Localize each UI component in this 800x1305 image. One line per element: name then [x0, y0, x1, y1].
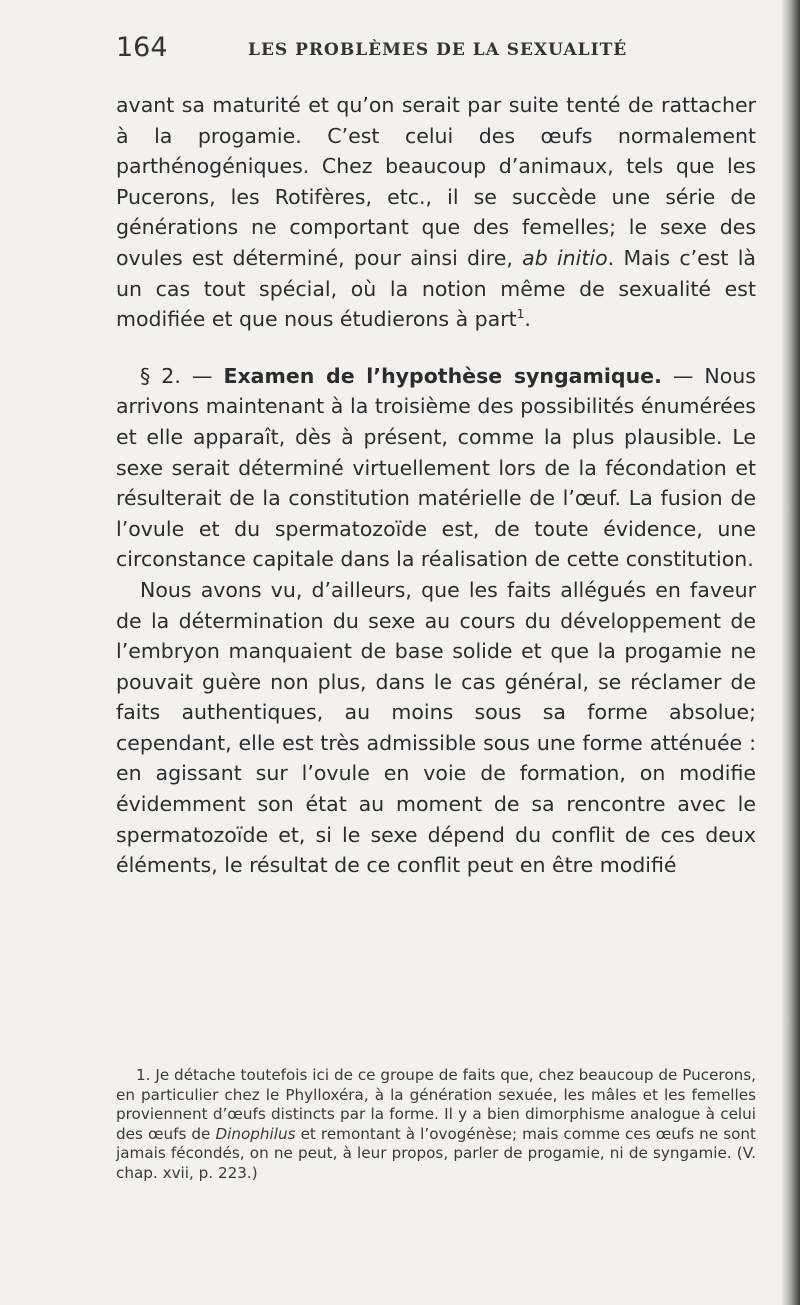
section-number: § 2. — [140, 363, 213, 388]
section-paragraph: § 2. — Examen de l’hypothèse syngamique. — Nous arrivons maintenant à la troisième des possibilités énumérées et elle apparaît, dès à présent, comme la plus plausible. Le sexe serait déterminé virtuellement lors de la fécondation et résulterait de la constitution matérielle de l’œuf. La fusion de l’ovule et du spermatozoïde est, de toute évidence, une circonstance capitale dans la réalisation de cette constitution. [116, 363, 756, 572]
paragraph-3: Nous avons vu, d’ailleurs, que les faits allégués en faveur de la détermination du sexe au cours du développement de l’embryon manquaient de base solide et que la progamie ne pouvait guère non plus, dans le cas général, se réclamer de faits authentiques, au moins sous sa forme absolue; cependant, elle est très admissible sous une forme atténuée : en agissant sur l’ovule en voie de formation, on modifie évidemment son état au moment de sa rencontre avec le spermatozoïde et, si le sexe dépend du conflit de ces deux éléments, le résultat de ce conflit peut en être modifié [116, 577, 756, 878]
page-edge-shadow [782, 0, 800, 1305]
paragraph-1: avant sa maturité et qu’on serait par suite tenté de rattacher à la progamie. C’est celui des œufs normalement parthénogéniques. Chez beaucoup d’animaux, tels que les Pucerons, les Rotifères, etc., il se succède une série de générations ne comportant que des femelles; le sexe des ovules est déterminé, pour ainsi dire, ab initio. Mais c’est là un cas tout spécial, où la notion même de sexualité est modifiée et que nous étudierons à part$^1$. [116, 93, 756, 332]
italic-phrase: ab initio [522, 245, 608, 270]
page-header [116, 30, 756, 70]
page-number: 164 [116, 32, 168, 63]
body-text [116, 90, 756, 881]
section-title: Examen de l’hypothèse syngamique. [223, 363, 662, 388]
footnote-reference[interactable]: 1 [516, 307, 525, 322]
footnote: 1. Je détache toutefois ici de ce groupe de faits que, chez beaucoup de Pucerons, en particulier chez le Phylloxéra, à la génération sexuée, les mâles et les femelles proviennent d’œufs distincts par la forme. Il y a bien dimorphisme analogue à celui des œufs de Dinophilus et remontant à l’ovogénèse; mais comme ces œufs ne sont jamais fécondés, on ne peut, à leur propos, parler de progamie, ni de syngamie. (V. chap. xvii, p. 223.) [116, 1066, 756, 1182]
footnote-italic: Dinophilus [215, 1124, 296, 1143]
running-head: LES PROBLÈMES DE LA SEXUALITÉ [248, 40, 628, 60]
